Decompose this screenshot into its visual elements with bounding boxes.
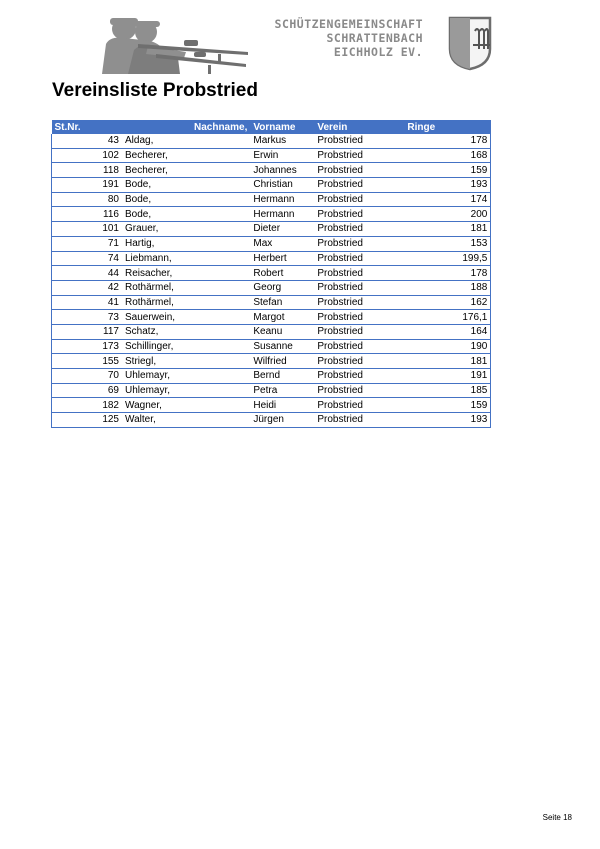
column-header-verein: Verein bbox=[314, 120, 404, 134]
cell-stnr: 73 bbox=[52, 310, 123, 325]
cell-verein: Probstried bbox=[314, 339, 404, 354]
cell-ringe: 153 bbox=[404, 236, 491, 251]
cell-verein: Probstried bbox=[314, 236, 404, 251]
cell-nachname: Becherer, bbox=[122, 163, 250, 178]
cell-nachname: Bode, bbox=[122, 178, 250, 193]
cell-nachname: Reisacher, bbox=[122, 266, 250, 281]
cell-stnr: 42 bbox=[52, 280, 123, 295]
cell-nachname: Bode, bbox=[122, 207, 250, 222]
cell-ringe: 200 bbox=[404, 207, 491, 222]
cell-vorname: Petra bbox=[250, 383, 314, 398]
cell-nachname: Becherer, bbox=[122, 148, 250, 163]
cell-ringe: 185 bbox=[404, 383, 491, 398]
table-row bbox=[52, 413, 491, 428]
column-header-nachname bbox=[122, 120, 250, 134]
cell-verein: Probstried bbox=[314, 383, 404, 398]
cell-nachname: Schillinger, bbox=[122, 339, 250, 354]
cell-stnr: 117 bbox=[52, 324, 123, 339]
cell-vorname: Wilfried bbox=[250, 354, 314, 369]
cell-verein: Probstried bbox=[314, 134, 404, 148]
cell-vorname: Robert bbox=[250, 266, 314, 281]
table-row bbox=[52, 207, 491, 222]
cell-nachname: Aldag, bbox=[122, 134, 250, 148]
cell-ringe: 168 bbox=[404, 148, 491, 163]
cell-stnr: 155 bbox=[52, 354, 123, 369]
cell-stnr: 41 bbox=[52, 295, 123, 310]
club-header bbox=[98, 10, 498, 80]
table-row bbox=[52, 339, 491, 354]
cell-nachname: Uhlemayr, bbox=[122, 369, 250, 384]
cell-ringe: 193 bbox=[404, 413, 491, 428]
table-row bbox=[52, 236, 491, 251]
cell-ringe: 193 bbox=[404, 178, 491, 193]
club-crest-icon bbox=[447, 15, 493, 71]
cell-ringe: 162 bbox=[404, 295, 491, 310]
cell-verein: Probstried bbox=[314, 163, 404, 178]
table-row bbox=[52, 310, 491, 325]
table-body bbox=[52, 134, 491, 427]
table-row bbox=[52, 266, 491, 281]
column-header-ringe: Ringe bbox=[404, 120, 491, 134]
cell-vorname: Hermann bbox=[250, 192, 314, 207]
cell-verein: Probstried bbox=[314, 413, 404, 428]
cell-stnr: 43 bbox=[52, 134, 123, 148]
member-table bbox=[51, 120, 491, 428]
cell-verein: Probstried bbox=[314, 280, 404, 295]
cell-vorname: Bernd bbox=[250, 369, 314, 384]
cell-verein: Probstried bbox=[314, 369, 404, 384]
club-name-line3: EICHHOLZ EV. bbox=[333, 45, 423, 59]
cell-stnr: 118 bbox=[52, 163, 123, 178]
cell-stnr: 191 bbox=[52, 178, 123, 193]
table-row bbox=[52, 383, 491, 398]
cell-verein: Probstried bbox=[314, 148, 404, 163]
club-name-line1: SCHÜTZENGEMEINSCHAFT bbox=[274, 17, 423, 31]
cell-vorname: Johannes bbox=[250, 163, 314, 178]
table-row bbox=[52, 163, 491, 178]
cell-ringe: 199,5 bbox=[404, 251, 491, 266]
cell-nachname: Walter, bbox=[122, 413, 250, 428]
table-header-row bbox=[52, 120, 491, 134]
cell-nachname: Striegl, bbox=[122, 354, 250, 369]
cell-verein: Probstried bbox=[314, 398, 404, 413]
cell-ringe: 164 bbox=[404, 324, 491, 339]
cell-ringe: 181 bbox=[404, 354, 491, 369]
cell-nachname: Rothärmel, bbox=[122, 280, 250, 295]
cell-verein: Probstried bbox=[314, 310, 404, 325]
cell-ringe: 188 bbox=[404, 280, 491, 295]
cell-stnr: 125 bbox=[52, 413, 123, 428]
cell-stnr: 173 bbox=[52, 339, 123, 354]
cell-stnr: 70 bbox=[52, 369, 123, 384]
cell-vorname: Markus bbox=[250, 134, 314, 148]
cell-stnr: 182 bbox=[52, 398, 123, 413]
cell-nachname: Grauer, bbox=[122, 222, 250, 237]
cell-ringe: 181 bbox=[404, 222, 491, 237]
cell-vorname: Dieter bbox=[250, 222, 314, 237]
table-row bbox=[52, 295, 491, 310]
table-row bbox=[52, 148, 491, 163]
cell-ringe: 176,1 bbox=[404, 310, 491, 325]
table-row bbox=[52, 369, 491, 384]
table-row bbox=[52, 222, 491, 237]
cell-nachname: Schatz, bbox=[122, 324, 250, 339]
cell-ringe: 159 bbox=[404, 398, 491, 413]
table-row bbox=[52, 280, 491, 295]
cell-stnr: 44 bbox=[52, 266, 123, 281]
cell-ringe: 190 bbox=[404, 339, 491, 354]
cell-nachname: Uhlemayr, bbox=[122, 383, 250, 398]
shooters-logo-icon bbox=[98, 10, 248, 76]
cell-nachname: Rothärmel, bbox=[122, 295, 250, 310]
table-row bbox=[52, 134, 491, 148]
cell-verein: Probstried bbox=[314, 192, 404, 207]
cell-verein: Probstried bbox=[314, 222, 404, 237]
table-row bbox=[52, 251, 491, 266]
cell-vorname: Erwin bbox=[250, 148, 314, 163]
cell-verein: Probstried bbox=[314, 207, 404, 222]
cell-vorname: Stefan bbox=[250, 295, 314, 310]
cell-vorname: Jürgen bbox=[250, 413, 314, 428]
cell-nachname: Hartig, bbox=[122, 236, 250, 251]
cell-nachname: Wagner, bbox=[122, 398, 250, 413]
cell-ringe: 178 bbox=[404, 266, 491, 281]
cell-ringe: 178 bbox=[404, 134, 491, 148]
cell-ringe: 191 bbox=[404, 369, 491, 384]
cell-vorname: Keanu bbox=[250, 324, 314, 339]
cell-vorname: Herbert bbox=[250, 251, 314, 266]
cell-ringe: 159 bbox=[404, 163, 491, 178]
cell-vorname: Max bbox=[250, 236, 314, 251]
club-name-line2: SCHRATTENBACH bbox=[326, 31, 423, 45]
cell-verein: Probstried bbox=[314, 354, 404, 369]
cell-nachname: Liebmann, bbox=[122, 251, 250, 266]
cell-vorname: Christian bbox=[250, 178, 314, 193]
column-header-vorname: Vorname bbox=[250, 120, 314, 134]
cell-stnr: 102 bbox=[52, 148, 123, 163]
cell-verein: Probstried bbox=[314, 295, 404, 310]
cell-stnr: 69 bbox=[52, 383, 123, 398]
table-row bbox=[52, 178, 491, 193]
cell-stnr: 101 bbox=[52, 222, 123, 237]
table-row bbox=[52, 324, 491, 339]
cell-vorname: Heidi bbox=[250, 398, 314, 413]
cell-nachname: Sauerwein, bbox=[122, 310, 250, 325]
cell-nachname: Bode, bbox=[122, 192, 250, 207]
table-row bbox=[52, 192, 491, 207]
cell-stnr: 116 bbox=[52, 207, 123, 222]
cell-vorname: Susanne bbox=[250, 339, 314, 354]
page-title: Vereinsliste Probstried bbox=[52, 80, 258, 101]
column-header-nachname-label: Nachname, bbox=[194, 121, 248, 133]
cell-stnr: 71 bbox=[52, 236, 123, 251]
cell-verein: Probstried bbox=[314, 266, 404, 281]
table-row bbox=[52, 398, 491, 413]
cell-verein: Probstried bbox=[314, 324, 404, 339]
cell-ringe: 174 bbox=[404, 192, 491, 207]
table-row bbox=[52, 354, 491, 369]
page-number: Seite 18 bbox=[542, 813, 572, 822]
cell-vorname: Georg bbox=[250, 280, 314, 295]
cell-verein: Probstried bbox=[314, 178, 404, 193]
cell-verein: Probstried bbox=[314, 251, 404, 266]
cell-stnr: 80 bbox=[52, 192, 123, 207]
cell-vorname: Margot bbox=[250, 310, 314, 325]
cell-vorname: Hermann bbox=[250, 207, 314, 222]
column-header-stnr: St.Nr. bbox=[52, 120, 123, 134]
cell-stnr: 74 bbox=[52, 251, 123, 266]
club-name bbox=[248, 17, 423, 59]
